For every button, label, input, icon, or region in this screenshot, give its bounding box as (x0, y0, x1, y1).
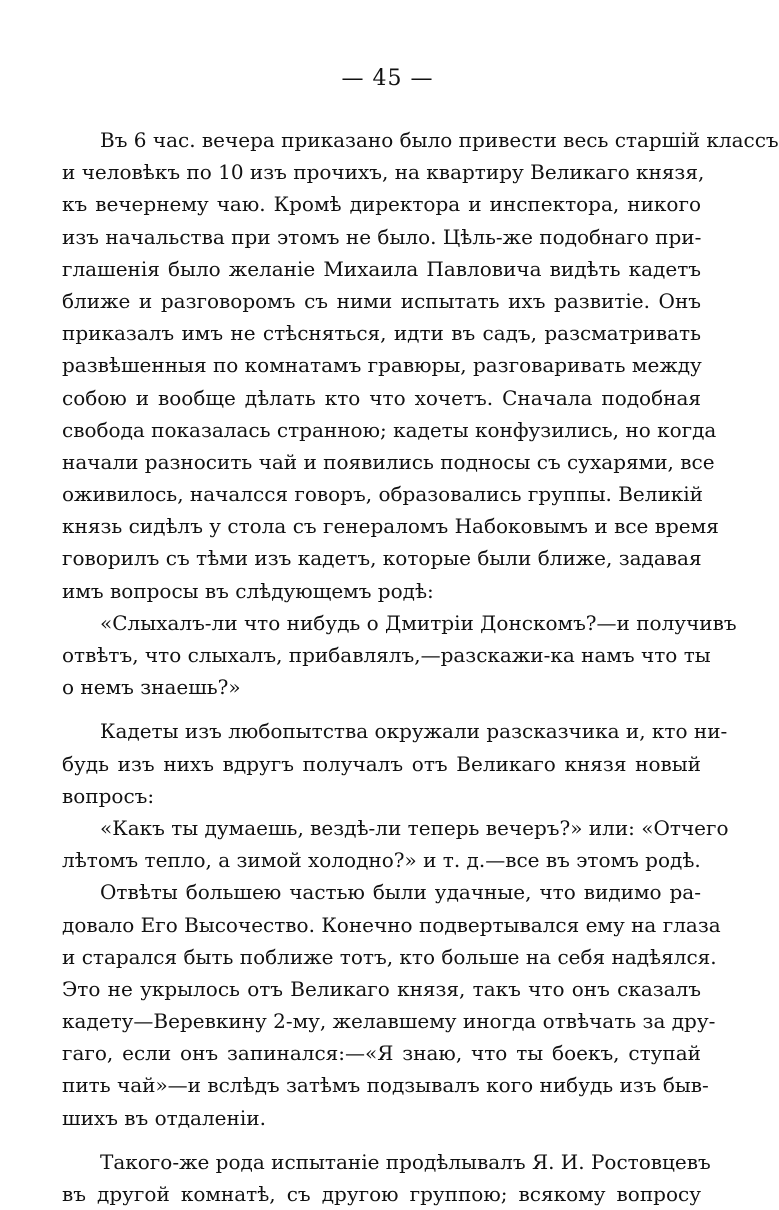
text-line: говорилъ съ тѣми изъ кадетъ, которые были ближе, задавая (62, 546, 702, 571)
paragraph (62, 715, 728, 812)
text-line: начали разносить чай и появились подносы съ сухарями, все (62, 449, 715, 474)
text-line: «Слыхалъ-ли что нибудь о Дмитріи Донскомъ?—и получивъ (100, 610, 737, 635)
text-line: и старался быть поближе тотъ, кто больше на себя надѣялся. (62, 944, 717, 969)
text-line: развѣшенныя по комнатамъ гравюры, разговаривать между (62, 353, 702, 378)
text-line: глашенія было желаніе Михаила Павловича видѣть кадетъ (62, 256, 701, 281)
paragraph-gap (62, 703, 701, 715)
text-line: довало Его Высочество. Конечно подвертывался ему на глаза (62, 912, 721, 937)
text-line: кадету—Веревкину 2-му, желавшему иногда отвѣчать за дру- (62, 1009, 716, 1034)
text-line: «Какъ ты думаешь, вездѣ-ли теперь вечеръ?» или: «Отчего (100, 815, 729, 840)
text-line: Въ 6 час. вечера приказано было привести весь старшій классъ (100, 128, 779, 152)
text-line: собою и вообще дѣлать кто что хочетъ. Сначала подобная (62, 385, 701, 410)
text-line: и человѣкъ по 10 изъ прочихъ, на квартиру Великаго князя, (62, 160, 705, 185)
text-line: шихъ въ отдаленіи. (62, 1105, 266, 1130)
paragraph (62, 607, 737, 704)
text-line: Кадеты изъ любопытства окружали разсказчика и, кто ни- (100, 719, 728, 744)
text-line: будь изъ нихъ вдругъ получалъ отъ Великаго князя новый (62, 751, 701, 776)
text-line: гаго, если онъ запинался:—«Я знаю, что ты боекъ, ступай (62, 1041, 701, 1066)
paragraph-gap (62, 1134, 701, 1146)
text-line: приказалъ имъ не стѣсняться, идти въ садъ, разсматривать (62, 321, 701, 346)
text-line: изъ начальства при этомъ не было. Цѣль-же подобнаго при- (62, 224, 702, 249)
text-line: князь сидѣлъ у стола съ генераломъ Набоковымъ и все время (62, 514, 719, 539)
text-line: о немъ знаешь?» (62, 675, 241, 700)
paragraph (62, 812, 729, 876)
text-line: ближе и разговоромъ съ ними испытать ихъ развитіе. Онъ (62, 288, 701, 313)
text-line: пить чай»—и вслѣдъ затѣмъ подзывалъ кого нибудь изъ быв- (62, 1073, 709, 1098)
text-line: въ другой комнатѣ, съ другою группою; всякому вопросу (62, 1182, 701, 1206)
text-line: отвѣтъ, что слыхалъ, прибавлялъ,—разскажи-ка намъ что ты (62, 643, 711, 667)
body-text (62, 124, 779, 1210)
text-line: Это не укрылось отъ Великаго князя, такъ что онъ сказалъ (62, 976, 701, 1001)
text-line: Отвѣты большею частью были удачные, что видимо ра- (100, 880, 701, 905)
text-line: Такого-же рода испытаніе продѣлывалъ Я. И. Ростовцевъ (100, 1149, 711, 1174)
paragraph (62, 876, 721, 1134)
text-line: оживилось, началсся говоръ, образовались группы. Великій (62, 482, 704, 507)
text-line: лѣтомъ тепло, а зимой холодно?» и т. д.—все въ этомъ родѣ. (62, 848, 701, 873)
page-number: — 45 — (341, 66, 434, 91)
text-line: вопросъ: (62, 783, 155, 808)
text-line: къ вечернему чаю. Кромѣ директора и инспектора, никого (62, 192, 701, 217)
text-line: свобода показалась странною; кадеты конфузились, но когда (62, 417, 717, 442)
text-line: имъ вопросы въ слѣдующемъ родѣ: (62, 578, 434, 603)
paragraph (62, 124, 779, 607)
paragraph (62, 1146, 711, 1210)
